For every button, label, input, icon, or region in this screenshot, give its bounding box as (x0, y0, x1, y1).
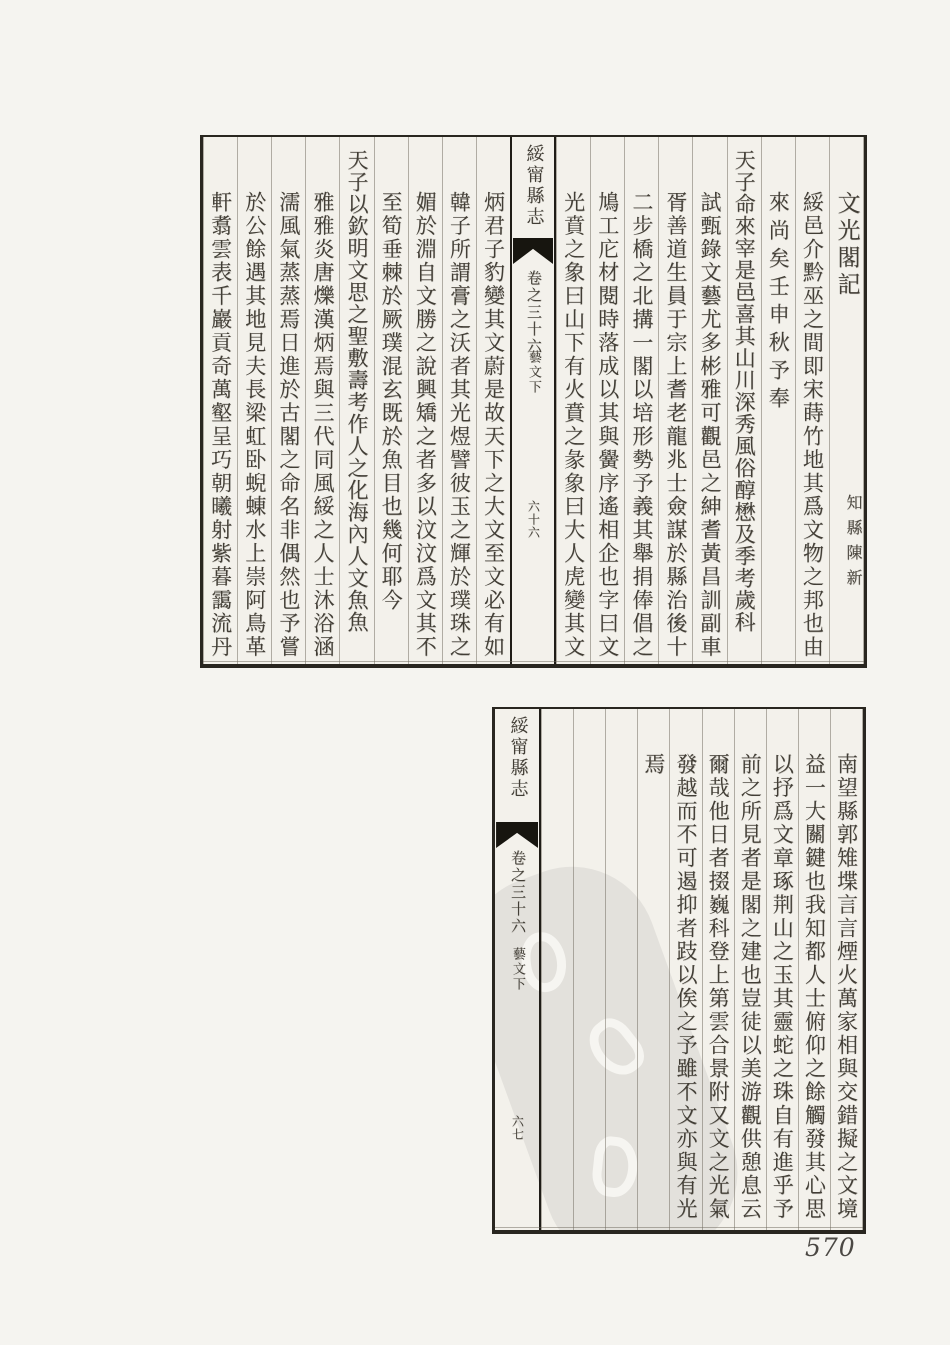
author-attribution: 知縣陳新 (844, 494, 863, 594)
text-column: 爾哉他日者掇巍科登上第雲合景附又文之光氣 (702, 709, 734, 1230)
empty-column (573, 709, 605, 1230)
text-column: 雅雅炎唐爍漢炳焉與三代同風綏之人士沐浴涵 (305, 137, 339, 664)
spine-fold-column (495, 709, 541, 1230)
text-column: 南望縣郭雉堞言言煙火萬家相與交錯擬之文境 (830, 709, 863, 1230)
fold-book-title: 綏甯縣志 (507, 716, 529, 800)
lower-page-block (492, 707, 866, 1234)
folio-number: 570 (805, 1233, 856, 1262)
fold-section: 藝文下 (525, 350, 541, 395)
empty-column (605, 709, 637, 1230)
text-column: 鳩工庀材閱時落成以其與黌序遙相企也字曰文 (590, 137, 624, 664)
text-column: 炳君子豹變其文蔚是故天下之大文至文必有如 (476, 137, 510, 664)
fold-book-title: 綏甯縣志 (523, 144, 545, 228)
text-column-honorific: 天子命來宰是邑喜其山川深秀風俗醇懋及季考歲科 (727, 137, 761, 664)
text-column: 綏邑介黔巫之間即宋蒔竹地其爲文物之邦也由 (795, 137, 829, 664)
text-column: 二步橋之北搆一閣以培形勢予義其舉捐俸倡之 (624, 137, 658, 664)
text-column: 光賁之象曰山下有火賁之彖象曰大人虎變其文 (556, 137, 590, 664)
text-column: 前之所見者是閣之建也豈徒以美游觀供憩息云 (734, 709, 766, 1230)
text-column-honorific: 天子以欽明文思之聖敷壽考作人之化海內人文魚魚 (339, 137, 373, 664)
text-column: 韓子所謂膏之沃者其光煜譬彼玉之輝於璞珠之 (442, 137, 476, 664)
text-column: 來尚矣壬申秋予奉 (761, 137, 795, 664)
text-column: 以抒爲文章琢荆山之玉其靈蛇之珠自有進乎予 (766, 709, 798, 1230)
text-column: 軒翥雲表千巖貢奇萬壑呈巧朝曦射紫暮靄流丹 (203, 137, 237, 664)
article-title: 文光閣記 (833, 191, 860, 299)
fishtail-ornament (496, 822, 538, 848)
fold-chapter: 卷之三十六 (508, 850, 527, 935)
title-column (829, 137, 864, 664)
fold-chapter: 卷之三十六 (524, 270, 543, 355)
text-column: 濡風氣蒸蒸焉日進於古閣之命名非偶然也予嘗 (271, 137, 305, 664)
fold-leaf-number: 六七 (510, 1115, 525, 1141)
text-column: 發越而不可遏抑者跂以俟之予雖不文亦與有光 (669, 709, 701, 1230)
fold-leaf-number: 六十六 (526, 500, 541, 539)
spine-fold-column (510, 137, 556, 664)
text-column: 至筍垂棘於厥璞混玄既於魚目也幾何耶今 (374, 137, 408, 664)
text-column: 媚於淵自文勝之說興矯之者多以汶汶爲文其不 (408, 137, 442, 664)
text-column: 試甄錄文藝尤多彬雅可觀邑之紳耆黃昌訓副車 (692, 137, 726, 664)
text-column: 胥善道生員于宗上耆老龍兆士僉謀於縣治後十 (658, 137, 692, 664)
text-column: 焉 (637, 709, 669, 1230)
text-column: 益一大關鍵也我知都人士俯仰之餘觸發其心思 (798, 709, 830, 1230)
empty-column (541, 709, 573, 1230)
upper-page-block (200, 135, 867, 668)
fishtail-ornament (513, 238, 553, 264)
fold-section: 藝文下 (509, 947, 525, 992)
text-column: 於公餘遇其地見夫長梁虹卧蜺蝀水上崇阿鳥革 (237, 137, 271, 664)
